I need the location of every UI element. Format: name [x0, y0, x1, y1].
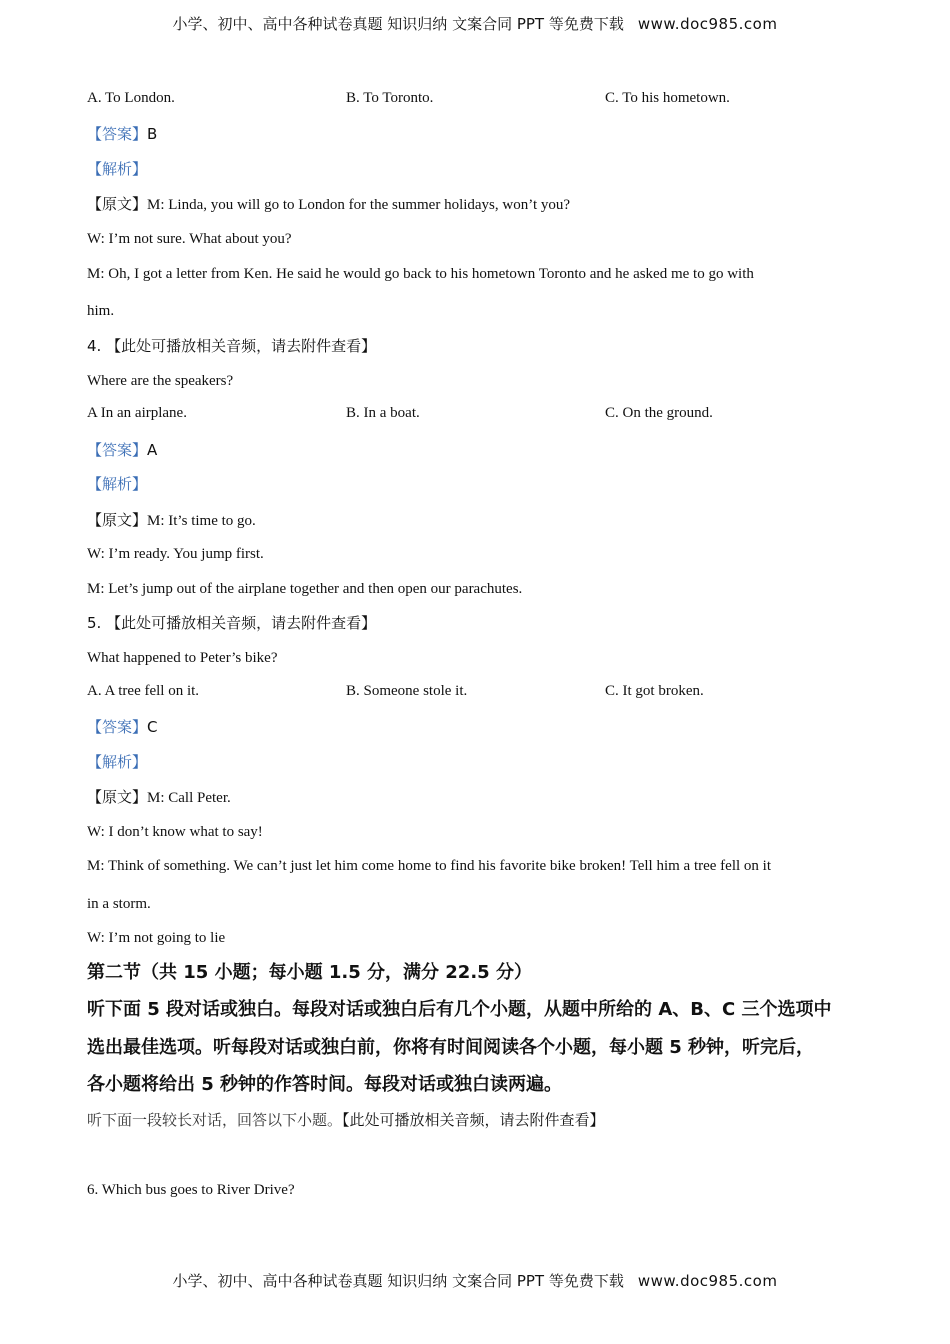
section2-instruction-line-3: 各小题将给出 5 秒钟的作答时间。每段对话或独白读两遍。	[87, 1074, 563, 1095]
header-url-link[interactable]: www.doc985.com	[637, 15, 778, 33]
q5-transcript-line-5: W: I’m not going to lie	[87, 930, 226, 946]
q5-audio-note[interactable]: 【此处可播放相关音频，请去附件查看】	[106, 614, 377, 632]
page-footer	[0, 1270, 950, 1291]
q5-transcript-line-2: W: I don’t know what to say!	[87, 824, 263, 840]
section2-title: 第二节（共 15 小题；每小题 1.5 分，满分 22.5 分）	[87, 962, 532, 983]
header-text: 小学、初中、高中各种试卷真题 知识归纳 文案合同 PPT 等免费下载	[172, 15, 624, 33]
footer-text: 小学、初中、高中各种试卷真题 知识归纳 文案合同 PPT 等免费下载	[172, 1272, 624, 1290]
section2-sub-intro: 听下面一段较长对话，回答以下小题。【此处可播放相关音频，请去附件查看】	[87, 1111, 605, 1129]
q5-option-c: C. It got broken.	[605, 683, 704, 699]
q4-option-b: B. In a boat.	[346, 405, 420, 421]
section2-audio-note[interactable]: 【此处可播放相关音频，请去附件查看】	[342, 1111, 605, 1129]
q4-options	[87, 405, 887, 425]
q3-option-b: B. To Toronto.	[346, 90, 434, 106]
q6-question: 6. Which bus goes to River Drive?	[87, 1182, 295, 1198]
q3-transcript-line-1: 【原文】M: Linda, you will go to London for the summer holidays, won’t you?	[87, 195, 571, 213]
page-header	[0, 13, 950, 34]
q5-analysis-label: 【解析】	[87, 753, 148, 771]
q3-analysis-label: 【解析】	[87, 160, 148, 178]
q3-transcript-line-2: W: I’m not sure. What about you?	[87, 231, 292, 247]
q3-answer: 【答案】B	[87, 125, 158, 143]
q5-heading: 5. 【此处可播放相关音频，请去附件查看】	[87, 614, 377, 632]
footer-url-link[interactable]: www.doc985.com	[637, 1272, 778, 1290]
section2-instruction-line-1: 听下面 5 段对话或独白。每段对话或独白后有几个小题，从题中所给的 A、B、C 三个选项中	[87, 999, 832, 1020]
q4-transcript-line-3: M: Let’s jump out of the airplane together and then open our parachutes.	[87, 581, 523, 597]
q4-analysis-label: 【解析】	[87, 475, 148, 493]
q5-options	[87, 683, 887, 703]
section2-instruction-line-2: 选出最佳选项。听每段对话或独白前，你将有时间阅读各个小题，每小题 5 秒钟，听完后，	[87, 1037, 815, 1058]
q3-transcript-line-3: M: Oh, I got a letter from Ken. He said he would go back to his hometown Toronto and he asked me to go with	[87, 266, 754, 282]
q4-audio-note[interactable]: 【此处可播放相关音频，请去附件查看】	[106, 337, 377, 355]
q5-transcript-line-3: M: Think of something. We can’t just let him come home to find his favorite bike broken! Tell him a tree fell on it	[87, 858, 771, 874]
q4-option-c: C. On the ground.	[605, 405, 713, 421]
q5-option-a: A. A tree fell on it.	[87, 683, 200, 699]
q5-question: What happened to Peter’s bike?	[87, 650, 278, 666]
q4-option-a: A In an airplane.	[87, 405, 187, 421]
q3-option-a: A. To London.	[87, 90, 175, 106]
q4-heading: 4. 【此处可播放相关音频，请去附件查看】	[87, 337, 377, 355]
q3-transcript-line-4: him.	[87, 303, 115, 319]
q3-options	[87, 90, 887, 110]
q4-answer: 【答案】A	[87, 441, 158, 459]
q5-answer: 【答案】C	[87, 718, 158, 736]
q5-transcript-line-1: 【原文】M: Call Peter.	[87, 788, 231, 806]
q5-option-b: B. Someone stole it.	[346, 683, 468, 699]
q4-question: Where are the speakers?	[87, 373, 234, 389]
q4-transcript-line-2: W: I’m ready. You jump first.	[87, 546, 264, 562]
q4-transcript-line-1: 【原文】M: It’s time to go.	[87, 511, 256, 529]
q5-transcript-line-4: in a storm.	[87, 896, 151, 912]
q3-option-c: C. To his hometown.	[605, 90, 730, 106]
